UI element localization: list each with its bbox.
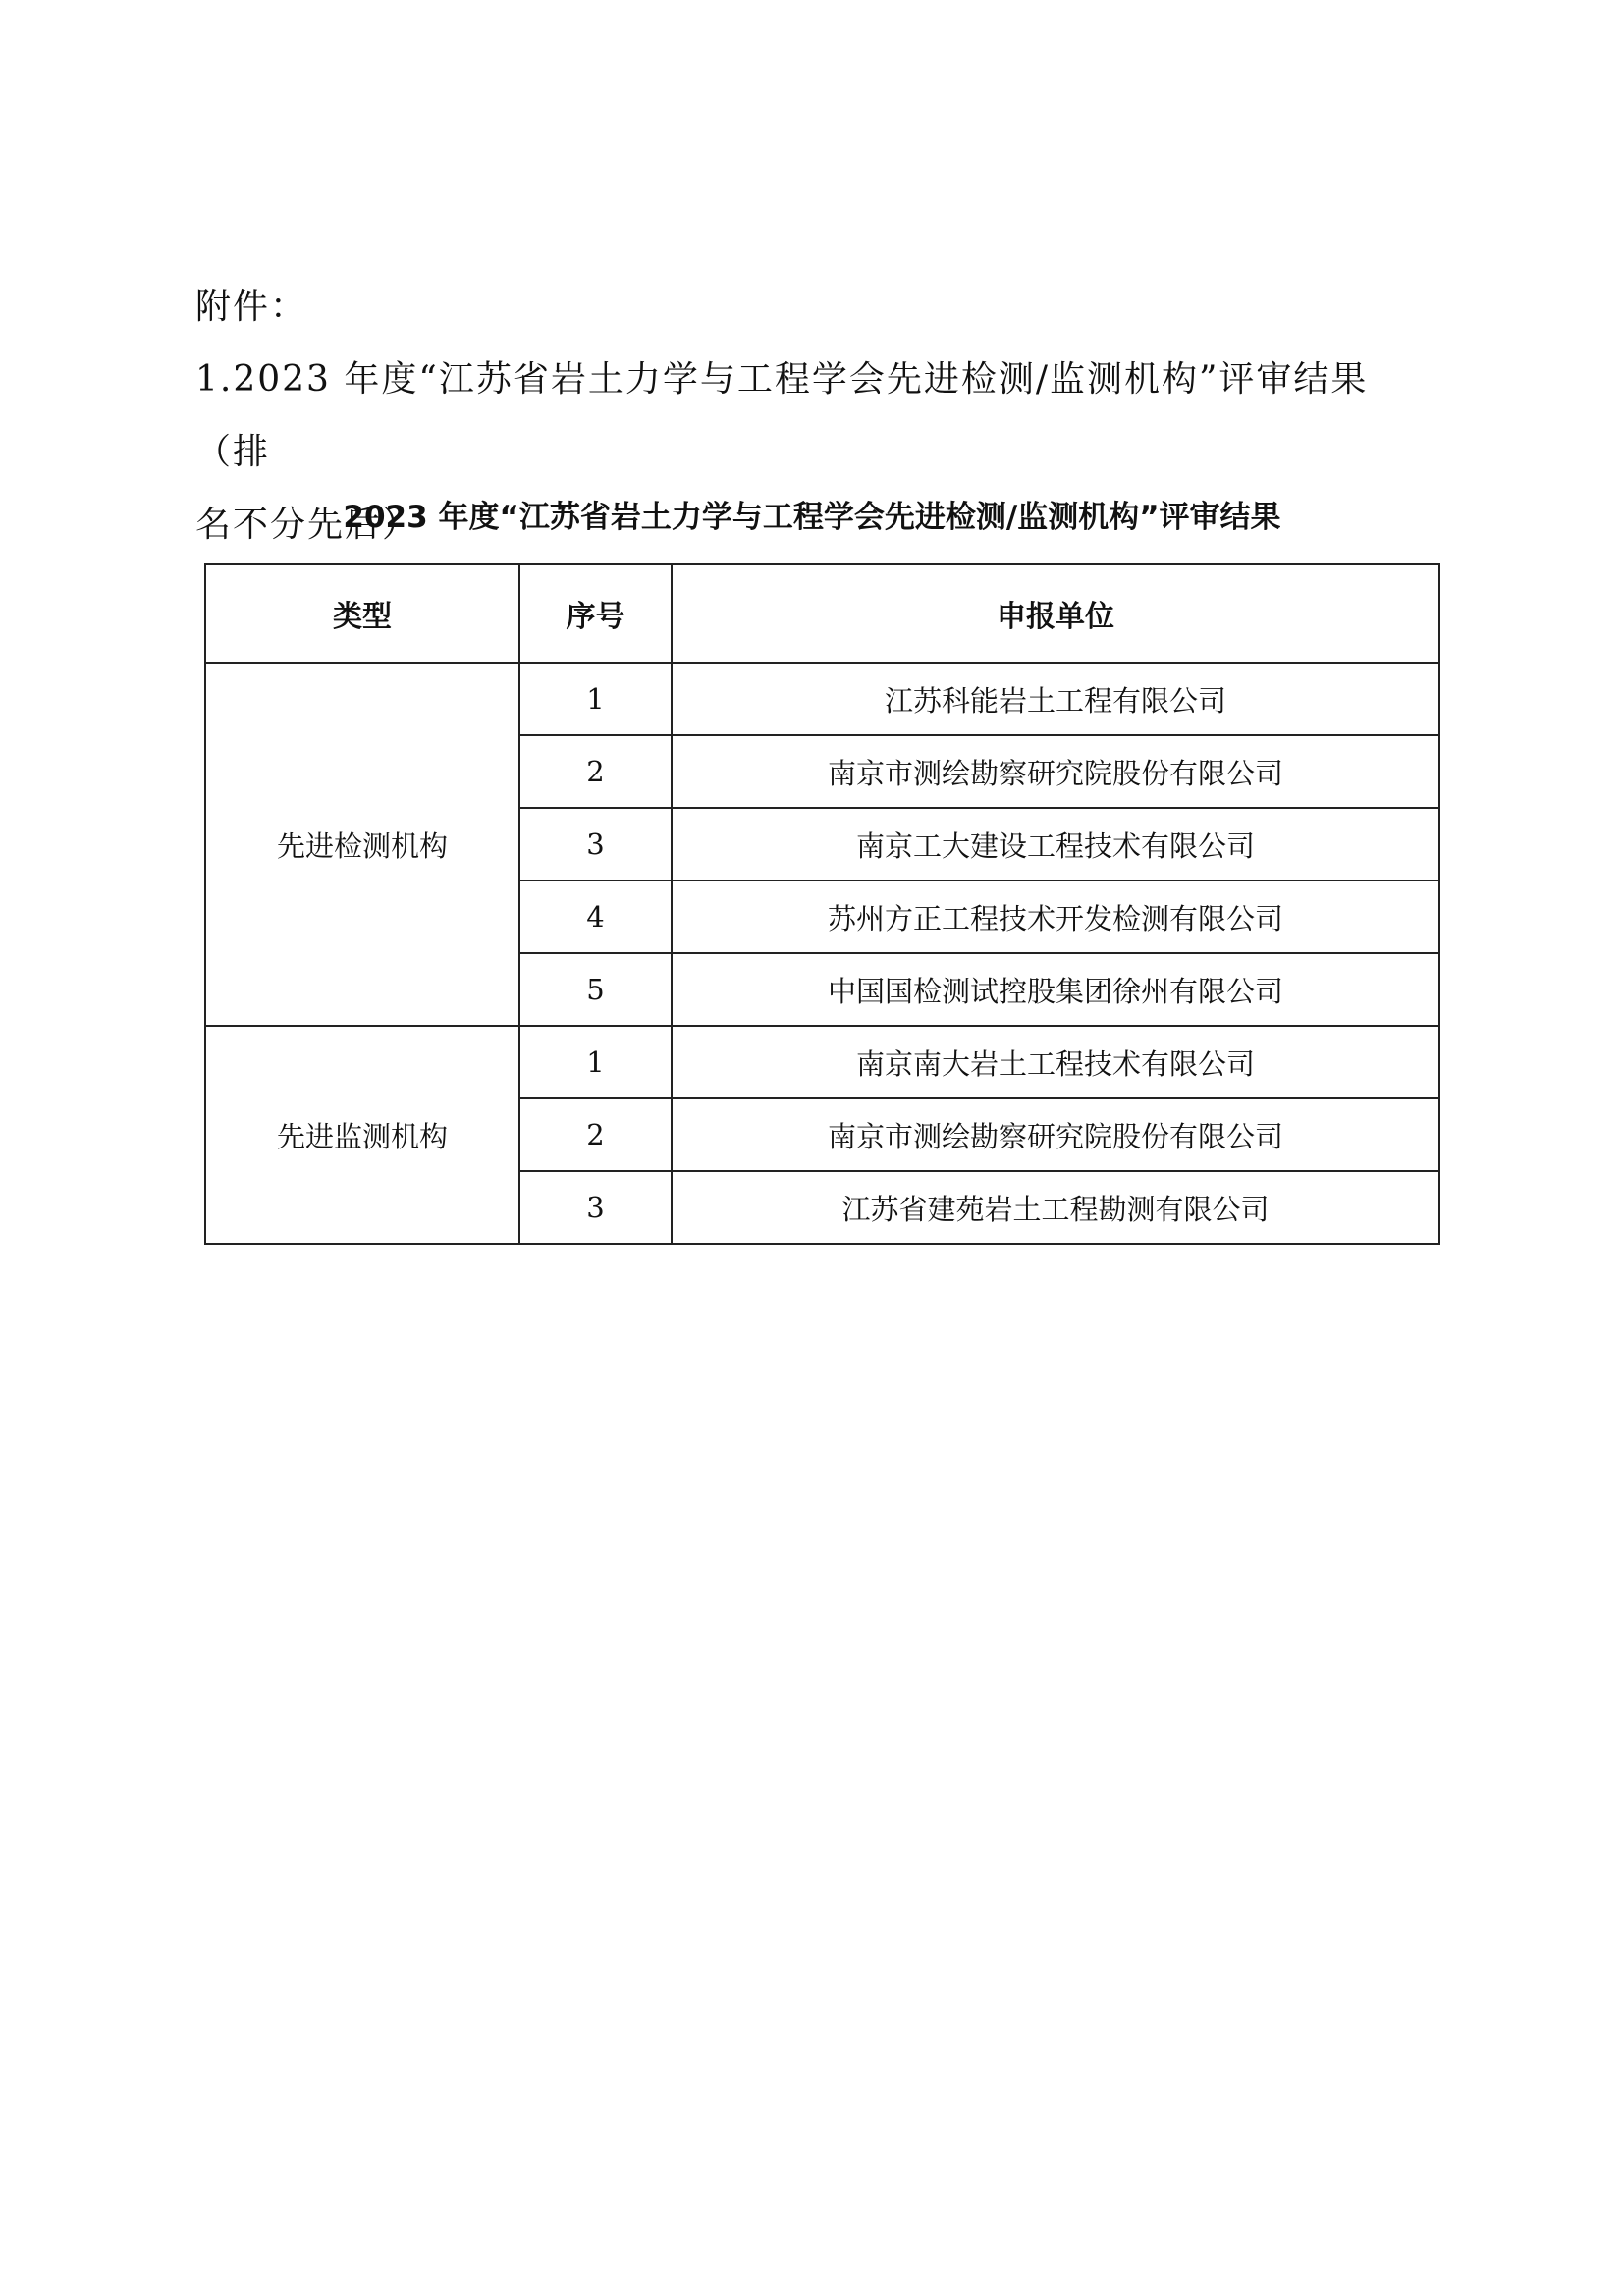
header-unit: 申报单位 — [672, 564, 1439, 663]
row-no: 3 — [519, 1171, 672, 1244]
row-no: 2 — [519, 735, 672, 808]
attachment-label: 附件： — [195, 287, 308, 327]
row-unit: 南京工大建设工程技术有限公司 — [672, 808, 1439, 881]
results-table — [204, 563, 1440, 1245]
row-unit: 南京市测绘勘察研究院股份有限公司 — [672, 1098, 1439, 1171]
row-unit: 苏州方正工程技术开发检测有限公司 — [672, 881, 1439, 953]
row-unit: 江苏科能岩土工程有限公司 — [672, 663, 1439, 735]
row-unit: 南京南大岩土工程技术有限公司 — [672, 1026, 1439, 1098]
group-type-inspection: 先进检测机构 — [205, 663, 519, 1026]
row-no: 5 — [519, 953, 672, 1026]
row-no: 1 — [519, 663, 672, 735]
group-type-monitoring: 先进监测机构 — [205, 1026, 519, 1244]
table-row — [205, 1026, 1439, 1098]
row-no: 4 — [519, 881, 672, 953]
row-unit: 中国国检测试控股集团徐州有限公司 — [672, 953, 1439, 1026]
table-row — [205, 663, 1439, 735]
row-no: 3 — [519, 808, 672, 881]
table-title: 2023 年度“江苏省岩土力学与工程学会先进检测/监测机构”评审结果 — [343, 500, 1281, 535]
row-unit: 南京市测绘勘察研究院股份有限公司 — [672, 735, 1439, 808]
table-header-row — [205, 564, 1439, 663]
attachment-item-line-2: 名不分先后） — [195, 505, 420, 545]
row-unit: 江苏省建苑岩土工程勘测有限公司 — [672, 1171, 1439, 1244]
header-no: 序号 — [519, 564, 672, 663]
row-no: 2 — [519, 1098, 672, 1171]
header-type: 类型 — [205, 564, 519, 663]
attachment-item-line-1: 1.2023 年度“江苏省岩土力学与工程学会先进检测/监测机构”评审结果（排 — [195, 359, 1369, 472]
row-no: 1 — [519, 1026, 672, 1098]
